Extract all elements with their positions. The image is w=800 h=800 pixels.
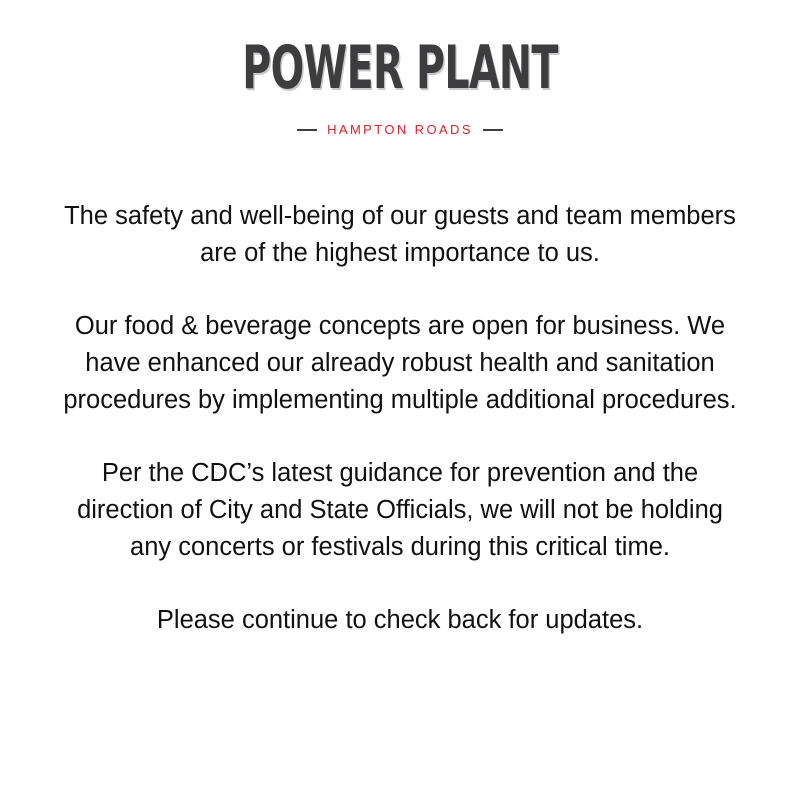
announcement-body bbox=[60, 198, 740, 639]
power-plant-logo bbox=[0, 33, 800, 137]
logo-dash-left bbox=[297, 129, 317, 131]
logo-dash-right bbox=[483, 129, 503, 131]
paragraph-updates: Please continue to check back for updates. bbox=[156, 606, 644, 634]
paragraph-safety: The safety and well-being of our guests and team members are of the highest importance to us. bbox=[64, 202, 736, 267]
logo-title: POWER PLANT bbox=[242, 33, 558, 103]
logo-subtitle: HAMPTON ROADS bbox=[327, 122, 473, 137]
logo-subtitle-row bbox=[0, 122, 800, 137]
paragraph-cdc-guidance: Per the CDC’s latest guidance for prevention and the direction of City and State Officials, we will not be holding any concerts or festivals during this critical time. bbox=[77, 459, 723, 561]
paragraph-food-beverage: Our food & beverage concepts are open for business. We have enhanced our already robust health and sanitation procedures by implementing multiple additional procedures. bbox=[63, 312, 737, 414]
